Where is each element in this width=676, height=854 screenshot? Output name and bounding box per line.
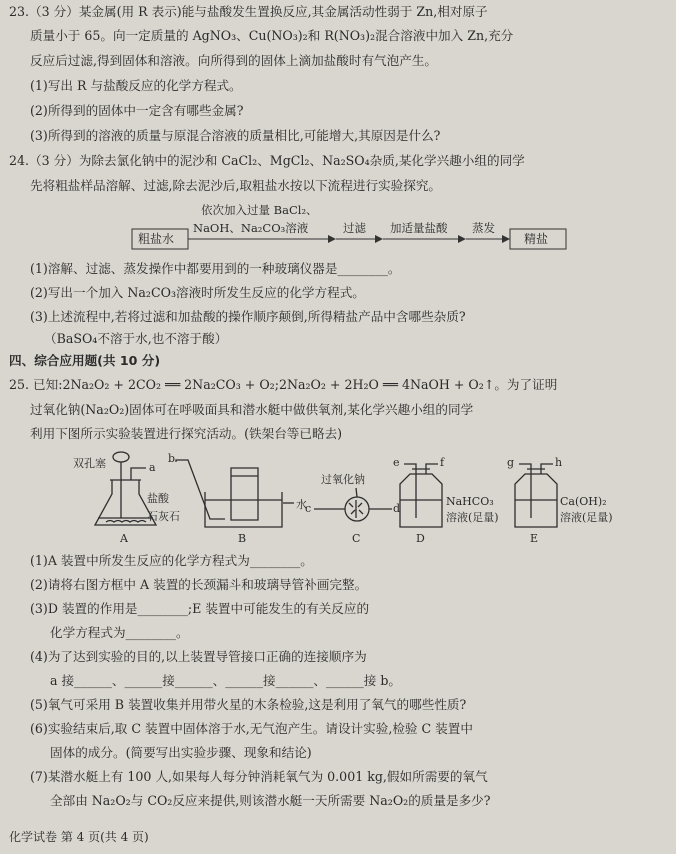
q25-sub-4: (4)为了达到实验的目的,以上装置导管接口正确的连接顺序为 [30, 649, 367, 664]
q25-sub-5: (5)氧气可采用 B 装置收集并用带火星的木条检验,这是利用了氧气的哪些性质? [30, 697, 467, 712]
trough [205, 492, 282, 527]
label-f: f [440, 456, 445, 469]
label-water: 水 [296, 498, 307, 511]
q23-line-1: 23.（3 分）某金属(用 R 表示)能与盐酸发生置换反应,其金属活动性弱于 Zn,相对原子 [9, 4, 488, 19]
flow-step1-bottom: NaOH、Na₂CO₃溶液 [193, 221, 309, 235]
q25-line-3: 利用下图所示实验装置进行探究活动。(铁架台等已略去) [30, 426, 343, 441]
label-D: D [416, 532, 425, 545]
label-b: b [168, 452, 176, 465]
flow-step2: 过滤 [343, 221, 366, 235]
flow-start-label: 粗盐水 [138, 232, 175, 246]
bulb-c [345, 497, 369, 521]
label-d: d [393, 502, 401, 515]
q25-sub-3: (3)D 装置的作用是________;E 装置中可能发生的有关反应的 [30, 601, 370, 616]
label-B: B [238, 532, 247, 545]
c-pointer [356, 488, 357, 497]
flow-step4: 蒸发 [472, 221, 495, 235]
label-g: g [507, 456, 515, 469]
label-c: c [305, 502, 312, 515]
limestone [106, 521, 146, 523]
q25-sub-6-cont: 固体的成分。(简要写出实验步骤、现象和结论) [50, 745, 312, 760]
label-e-solution: 溶液(足量) [560, 511, 613, 524]
q24-sub-2: (2)写出一个加入 Na₂CO₃溶液时所发生反应的化学方程式。 [30, 285, 365, 300]
q25-sub-7: (7)某潜水艇上有 100 人,如果每人每分钟消耗氧气为 0.001 kg,假如所需要的氧气 [30, 769, 488, 784]
delivery-tube-a [131, 468, 146, 480]
q25-sub-2: (2)请将右图方框中 A 装置的长颈漏斗和玻璃导管补画完整。 [30, 577, 368, 592]
q24-note: （BaSO₄不溶于水,也不溶于酸） [44, 331, 228, 346]
label-d-solution: 溶液(足量) [446, 511, 499, 524]
q25-sub-7-cont: 全部由 Na₂O₂与 CO₂反应来提供,则该潜水艇一天所需要 Na₂O₂的质量是多少? [50, 793, 491, 808]
sodium-peroxide [349, 500, 363, 518]
q25-line-2: 过氧化钠(Na₂O₂)固体可在呼吸面具和潜水艇中做供氧剂,某化学兴趣小组的同学 [30, 402, 474, 417]
apparatus-d [400, 464, 442, 527]
q23-sub-3: (3)所得到的溶液的质量与原混合溶液的质量相比,可能增大,其原因是什么? [30, 128, 441, 143]
label-limestone: 石灰石 [147, 510, 180, 523]
q23-line-2: 质量小于 65。向一定质量的 AgNO₃、Cu(NO₃)₂和 R(NO₃)₂混合溶液中加入 Zn,充分 [30, 28, 514, 43]
q24-line-2: 先将粗盐样品溶解、过滤,除去泥沙后,取粗盐水按以下流程进行实验探究。 [30, 178, 442, 193]
apparatus-e [515, 464, 557, 527]
label-caoh2: Ca(OH)₂ [560, 495, 607, 508]
label-sodium-peroxide: 过氧化钠 [321, 473, 365, 486]
q25-line-1: 25. 已知:2Na₂O₂ + 2CO₂ ══ 2Na₂CO₃ + O₂;2Na₂O₂ + 2H₂O ══ 4NaOH + O₂↑。为了证明 [9, 377, 558, 392]
inlet-tube-d [404, 464, 416, 518]
label-hydrochloric-acid: 盐酸 [147, 492, 169, 505]
q24-sub-3: (3)上述流程中,若将过滤和加盐酸的操作顺序颠倒,所得精盐产品中含哪些杂质? [30, 309, 466, 324]
label-double-hole-stopper: 双孔塞 [73, 457, 106, 470]
page-footer: 化学试卷 第 4 页(共 4 页) [9, 830, 149, 844]
q24-sub-1: (1)溶解、过滤、蒸发操作中都要用到的一种玻璃仪器是________。 [30, 261, 401, 276]
q25-sub-6: (6)实验结束后,取 C 装置中固体溶于水,无气泡产生。请设计实验,检验 C 装置中 [30, 721, 473, 736]
inlet-tube-e [519, 464, 531, 518]
section-title: 四、综合应用题(共 10 分) [9, 353, 161, 368]
label-a: a [149, 461, 156, 474]
label-C: C [352, 532, 361, 545]
label-e: e [393, 456, 400, 469]
thistle-funnel-bulb [113, 452, 129, 462]
label-E: E [530, 532, 539, 545]
flow-step3: 加适量盐酸 [390, 221, 448, 235]
q25-sub-1: (1)A 装置中所发生反应的化学方程式为________。 [30, 553, 313, 568]
q23-sub-1: (1)写出 R 与盐酸反应的化学方程式。 [30, 78, 242, 93]
label-nahco3: NaHCO₃ [446, 495, 494, 508]
q25-sub-3-cont: 化学方程式为________。 [50, 625, 189, 640]
delivery-tube-b [176, 460, 225, 519]
q23-line-3: 反应后过滤,得到固体和溶液。向所得到的固体上滴加盐酸时有气泡产生。 [30, 53, 438, 68]
label-A: A [120, 532, 128, 545]
apparatus-b [176, 460, 294, 527]
q23-sub-2: (2)所得到的固体中一定含有哪些金属? [30, 103, 244, 118]
q25-sub-4-cont: a 接______、______接______、______接______、______接 b。 [50, 673, 402, 688]
flow-step1-top: 依次加入过量 BaCl₂、 [201, 203, 318, 217]
q24-line-1: 24.（3 分）为除去氯化钠中的泥沙和 CaCl₂、MgCl₂、Na₂SO₄杂质,某化学兴趣小组的同学 [9, 153, 525, 168]
apparatus-c [314, 488, 392, 521]
flow-end-label: 精盐 [524, 232, 549, 246]
label-h: h [555, 456, 563, 469]
